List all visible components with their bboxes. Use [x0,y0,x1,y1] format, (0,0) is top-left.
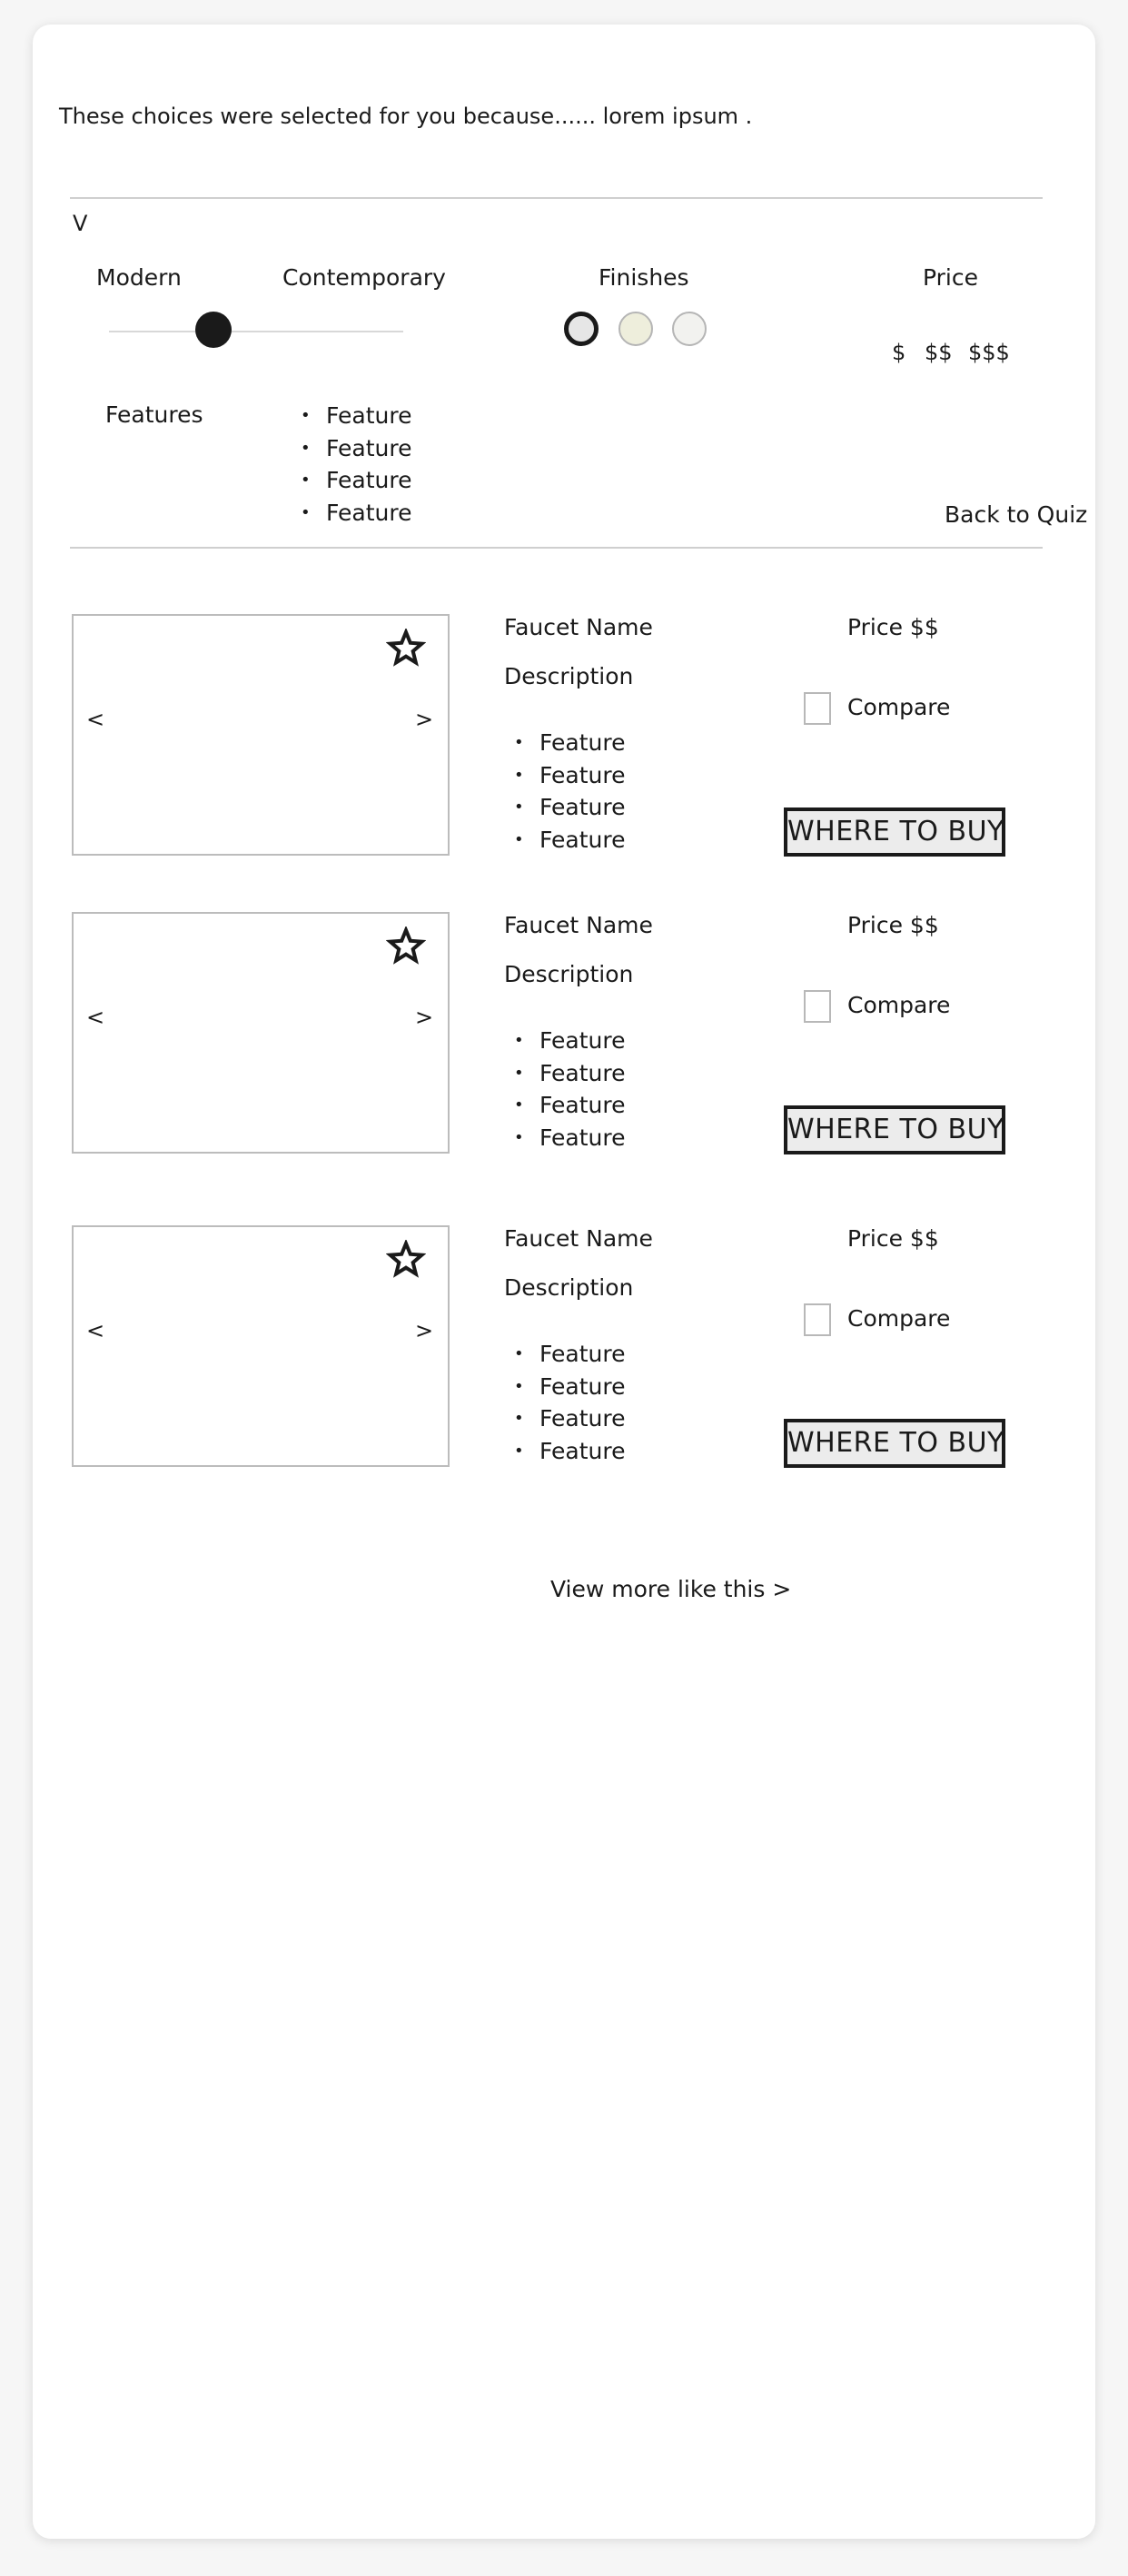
view-more-link[interactable]: View more like this > [550,1576,792,1602]
product-price: Price $$ [847,912,939,938]
product-feature-item: • Feature [514,1402,625,1435]
product-name[interactable]: Faucet Name [504,614,653,640]
filter-feature-item[interactable]: • Feature [301,400,411,432]
product-features-list [514,727,625,856]
compare-checkbox[interactable] [804,1303,831,1336]
compare-checkbox[interactable] [804,692,831,725]
product-feature-item: • Feature [514,1371,625,1403]
product-price: Price $$ [847,1225,939,1252]
product-description: Description [504,1274,634,1301]
style-label-modern: Modern [96,264,182,291]
product-features-list [514,1338,625,1467]
product-image-carousel [72,614,450,856]
product-feature-item: • Feature [514,1435,625,1468]
filter-feature-item[interactable]: • Feature [301,432,411,465]
product-feature-item: • Feature [514,759,625,792]
product-image-carousel [72,912,450,1154]
filter-bottom-divider [70,547,1043,549]
compare-label[interactable]: Compare [847,1305,951,1332]
where-to-buy-button[interactable]: WHERE TO BUY [784,807,1005,857]
product-feature-item: • Feature [514,727,625,759]
price-label: Price [923,264,978,291]
price-option-high[interactable]: $$$ [968,340,1010,365]
favorite-star-icon[interactable] [386,629,426,669]
product-feature-item: • Feature [514,1089,625,1122]
product-price: Price $$ [847,614,939,640]
where-to-buy-button[interactable]: WHERE TO BUY [784,1419,1005,1468]
price-option-low[interactable]: $ [892,340,906,365]
product-image-carousel [72,1225,450,1467]
product-feature-item: • Feature [514,1025,625,1057]
style-slider-handle[interactable] [195,312,232,348]
style-label-contemporary: Contemporary [282,264,446,291]
intro-text: These choices were selected for you because...... lorem ipsum . [59,104,753,129]
product-feature-item: • Feature [514,791,625,824]
finish-swatch-3[interactable] [672,312,707,346]
carousel-prev-arrow[interactable]: < [86,707,105,732]
product-description: Description [504,961,634,987]
carousel-prev-arrow[interactable]: < [86,1005,105,1030]
product-feature-item: • Feature [514,1338,625,1371]
product-description: Description [504,663,634,689]
compare-label[interactable]: Compare [847,694,951,720]
filter-feature-item[interactable]: • Feature [301,497,411,530]
finish-swatch-2[interactable] [618,312,653,346]
carousel-next-arrow[interactable]: > [415,707,434,732]
product-feature-item: • Feature [514,1122,625,1154]
filters-collapse-toggle[interactable]: V [73,211,88,236]
where-to-buy-button[interactable]: WHERE TO BUY [784,1105,1005,1154]
compare-label[interactable]: Compare [847,992,951,1018]
finish-swatch-1[interactable] [564,312,599,346]
favorite-star-icon[interactable] [386,1240,426,1280]
product-features-list [514,1025,625,1154]
filter-top-divider [70,197,1043,199]
carousel-prev-arrow[interactable]: < [86,1318,105,1343]
filter-feature-item[interactable]: • Feature [301,464,411,497]
price-option-mid[interactable]: $$ [925,340,953,365]
product-feature-item: • Feature [514,1057,625,1090]
product-feature-item: • Feature [514,824,625,857]
carousel-next-arrow[interactable]: > [415,1005,434,1030]
favorite-star-icon[interactable] [386,926,426,966]
filter-features-list [301,400,411,529]
back-to-quiz-link[interactable]: Back to Quiz [945,501,1088,528]
features-label: Features [105,401,203,428]
carousel-next-arrow[interactable]: > [415,1318,434,1343]
style-slider-track[interactable] [109,331,403,332]
product-card [33,1225,1095,1471]
product-name[interactable]: Faucet Name [504,1225,653,1252]
results-card [33,25,1095,2539]
compare-checkbox[interactable] [804,990,831,1023]
product-card [33,912,1095,1157]
product-name[interactable]: Faucet Name [504,912,653,938]
finishes-label: Finishes [599,264,689,291]
product-card [33,614,1095,859]
